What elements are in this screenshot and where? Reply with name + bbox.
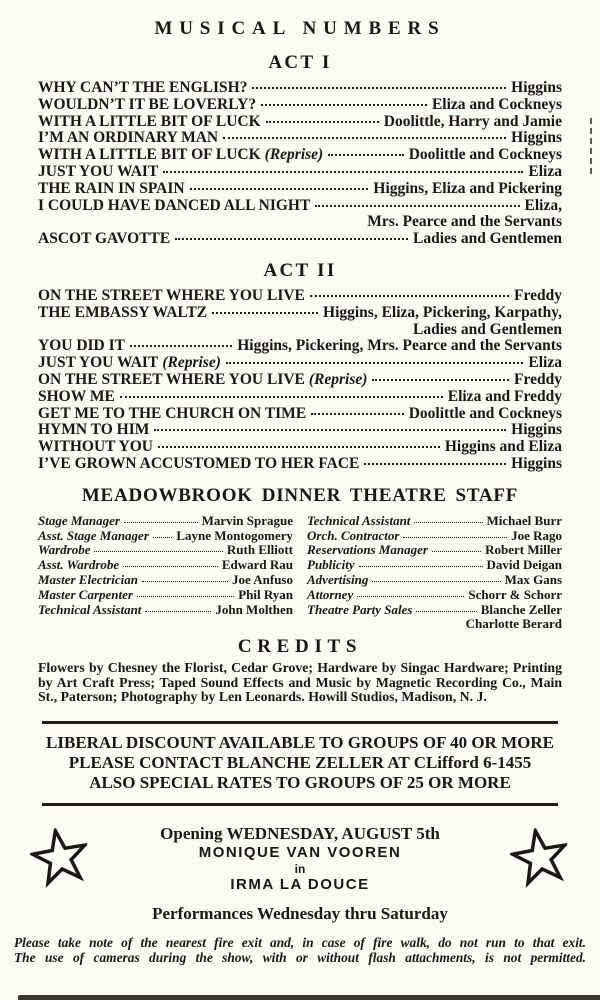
song-row [38, 439, 562, 456]
staff-name: Robert Miller [485, 542, 562, 558]
song-title: SHOW ME [38, 387, 115, 405]
dotted-leader [124, 522, 198, 523]
staff-name: Joe Rago [511, 527, 562, 543]
song-title: JUST YOU WAIT (Reprise) [38, 354, 221, 372]
credits-heading: CREDITS [237, 636, 363, 658]
staff-row [38, 558, 293, 573]
staff-row [307, 603, 562, 618]
song-row [38, 422, 562, 439]
song-row [38, 338, 562, 355]
song-row [38, 164, 562, 181]
staff-row [307, 588, 562, 603]
credits-text: Flowers by Chesney the Florist, Cedar Grove; Hardware by Singac Hardware; Printing by Art Craft Press; Taped Sound Effects and Music by Magnetic Recording Co., Main St., Paterson; Photography by Len Leonards. Howill Studios, Madison, N. J. [38, 660, 562, 705]
staff-role: Publicity [307, 557, 355, 573]
song-row [38, 305, 562, 322]
staff-row [307, 543, 562, 558]
staff-name: Schorr & Schorr [468, 586, 562, 602]
divider-rule [42, 803, 558, 806]
song-row [38, 456, 562, 473]
song-title: WITH A LITTLE BIT OF LUCK [38, 112, 261, 130]
staff-role: Stage Manager [38, 512, 120, 528]
staff-role: Orch. Contractor [307, 527, 400, 543]
song-row [38, 97, 562, 114]
song-performers: Doolittle and Cockneys [408, 404, 562, 422]
song-row [38, 372, 562, 389]
dotted-leader [142, 581, 228, 582]
song-performers: Higgins [511, 79, 562, 96]
dotted-leader [223, 137, 506, 139]
dotted-leader [364, 463, 506, 465]
song-performers-continuation: Ladies and Gentlemen [413, 320, 562, 338]
act1-song-list [38, 80, 562, 248]
fire-notice-line-2: The use of cameras during the show, with or without flash attachments, is not permitted. [14, 950, 586, 966]
staff-column-right [307, 514, 562, 632]
dotted-leader [252, 87, 506, 89]
staff-name: Phil Ryan [238, 586, 293, 602]
song-performers: Higgins, Pickering, Mrs. Pearce and the Servants [237, 337, 562, 355]
dotted-leader [175, 238, 408, 240]
dotted-leader [416, 611, 476, 612]
song-title: WHY CAN’T THE ENGLISH? [38, 79, 248, 96]
song-title: WITHOUT YOU [38, 438, 153, 456]
scan-bottom-rule [18, 995, 600, 1000]
song-title: ON THE STREET WHERE YOU LIVE [38, 286, 305, 304]
song-row [38, 231, 562, 248]
song-title: I’VE GROWN ACCUSTOMED TO HER FACE [38, 454, 360, 472]
staff-name: David Deigan [486, 557, 562, 573]
song-performers: Higgins [511, 454, 562, 472]
song-performers: Eliza, [524, 196, 562, 214]
reprise-label: (Reprise) [162, 354, 221, 372]
dotted-leader [145, 611, 211, 612]
staff-role: Asst. Wardrobe [38, 557, 120, 573]
staff-role: Wardrobe [38, 542, 91, 558]
staff-name: John Molthen [215, 601, 293, 617]
staff-name: Layne Montogomery [176, 527, 293, 543]
dotted-leader [315, 205, 519, 207]
song-title: HYMN TO HIM [38, 421, 150, 439]
act2-song-list [38, 288, 562, 473]
staff-row [307, 529, 562, 544]
star-icon [14, 824, 106, 886]
song-title: YOU DID IT [38, 337, 125, 355]
staff-role: Reservations Manager [307, 542, 428, 558]
dotted-leader [328, 154, 403, 156]
staff-row [307, 573, 562, 588]
dotted-leader [266, 121, 379, 123]
dotted-leader [154, 429, 506, 431]
staff-name: Edward Rau [221, 557, 293, 573]
staff-row [307, 514, 562, 529]
dotted-leader [359, 566, 483, 567]
staff-row [307, 558, 562, 573]
song-performers: Ladies and Gentlemen [413, 230, 562, 248]
dotted-leader [212, 312, 318, 314]
staff-name: Joe Anfuso [231, 571, 293, 587]
staff-name: Michael Burr [486, 512, 562, 528]
staff-columns [38, 514, 562, 632]
dotted-leader [357, 596, 464, 597]
song-performers: Freddy [514, 370, 562, 388]
staff-name: Max Gans [504, 571, 562, 587]
song-row [38, 181, 562, 198]
song-performers: Higgins, Eliza and Pickering [373, 179, 562, 197]
group-discount-notice [0, 724, 600, 803]
staff-heading: MEADOWBROOK DINNER THEATRE STAFF [81, 484, 519, 506]
song-row [38, 147, 562, 164]
dotted-leader [432, 551, 481, 552]
song-title: I COULD HAVE DANCED ALL NIGHT [38, 196, 311, 214]
dotted-leader [261, 104, 427, 106]
song-row [38, 389, 562, 406]
song-row [38, 80, 562, 97]
song-title: ON THE STREET WHERE YOU LIVE (Reprise) [38, 370, 368, 388]
song-performers: Higgins and Eliza [444, 438, 562, 456]
dotted-leader [94, 551, 222, 552]
song-title: WOULDN’T IT BE LOVERLY? [38, 95, 257, 113]
discount-line-2: PLEASE CONTACT BLANCHE ZELLER AT CLifford 6-1455 [68, 752, 532, 772]
reprise-label: (Reprise) [308, 370, 368, 388]
next-show-announcement [14, 824, 586, 894]
song-title: THE RAIN IN SPAIN [38, 179, 185, 197]
fire-notice-line-1: Please take note of the nearest fire exit and, in case of fire walk, do not run to that exit. [14, 934, 586, 950]
song-performers: Eliza [528, 354, 562, 372]
staff-name: Ruth Elliott [226, 542, 293, 558]
staff-role: Technical Assistant [38, 601, 142, 617]
song-performers: Higgins [511, 129, 562, 147]
staff-role: Master Carpenter [38, 586, 133, 602]
song-performers: Freddy [514, 286, 562, 304]
dotted-leader [130, 345, 232, 347]
staff-name: Marvin Sprague [201, 512, 293, 528]
staff-row [38, 514, 293, 529]
song-performers: Eliza [528, 162, 562, 180]
song-row [38, 406, 562, 423]
staff-column-left [38, 514, 293, 632]
dotted-leader [123, 566, 218, 567]
dotted-leader [163, 171, 523, 173]
staff-row [38, 573, 293, 588]
song-title: GET ME TO THE CHURCH ON TIME [38, 404, 307, 422]
dotted-leader [372, 581, 500, 582]
song-title: THE EMBASSY WALTZ [38, 303, 208, 321]
song-row [38, 355, 562, 372]
dotted-leader [311, 413, 404, 415]
dotted-leader [137, 596, 234, 597]
in-word: in [294, 861, 306, 876]
scan-edge-artifact [590, 118, 592, 174]
discount-line-3: ALSO SPECIAL RATES TO GROUPS OF 25 OR MORE [89, 772, 511, 792]
staff-role: Technical Assistant [307, 512, 411, 528]
song-performers: Eliza and Freddy [447, 387, 562, 405]
song-title: WITH A LITTLE BIT OF LUCK (Reprise) [38, 146, 324, 164]
staff-role: Asst. Stage Manager [38, 527, 149, 543]
act2-heading: ACT II [263, 259, 337, 281]
song-title: I’M AN ORDINARY MAN [38, 129, 219, 147]
song-performers: Eliza and Cockneys [431, 95, 562, 113]
dotted-leader [120, 396, 443, 398]
staff-role: Attorney [307, 586, 354, 602]
dotted-leader [153, 537, 172, 538]
song-performers: Higgins [511, 421, 562, 439]
song-row [38, 130, 562, 147]
dotted-leader [226, 362, 524, 364]
dotted-leader [414, 522, 482, 523]
star-performer-name: MONIQUE VAN VOOREN [198, 843, 402, 861]
staff-role: Theatre Party Sales [307, 601, 413, 617]
dotted-leader [372, 379, 509, 381]
star-icon [494, 824, 586, 886]
song-row [38, 114, 562, 131]
song-row [38, 198, 562, 215]
staff-row [38, 588, 293, 603]
staff-name: Blanche Zeller [480, 601, 562, 617]
page-title: MUSICAL NUMBERS [154, 18, 446, 39]
staff-role: Master Electrician [38, 571, 139, 587]
song-performers: Doolittle, Harry and Jamie [383, 112, 562, 130]
song-row [38, 288, 562, 305]
dotted-leader [310, 295, 509, 297]
fire-exit-notice [14, 935, 586, 965]
dotted-leader [403, 537, 507, 538]
song-performers: Doolittle and Cockneys [408, 146, 562, 164]
staff-name-continuation: Charlotte Berard [465, 616, 562, 632]
dotted-leader [190, 188, 369, 190]
staff-role: Advertising [307, 571, 369, 587]
performance-schedule: Performances Wednesday thru Saturday [152, 903, 448, 923]
song-title: ASCOT GAVOTTE [38, 230, 171, 248]
opening-date: Opening WEDNESDAY, AUGUST 5th [160, 823, 440, 843]
dotted-leader [158, 446, 440, 448]
reprise-label: (Reprise) [264, 146, 324, 164]
announcement-text [106, 824, 494, 894]
staff-row [38, 529, 293, 544]
act1-heading: ACT I [268, 52, 332, 73]
song-performers: Higgins, Eliza, Pickering, Karpathy, [323, 303, 562, 321]
discount-line-1: LIBERAL DISCOUNT AVAILABLE TO GROUPS OF 40 OR MORE [46, 732, 554, 752]
staff-row [38, 543, 293, 558]
song-performers-continuation: Mrs. Pearce and the Servants [367, 213, 562, 231]
staff-row [38, 603, 293, 618]
song-title: JUST YOU WAIT [38, 162, 159, 180]
show-title: IRMA LA DOUCE [230, 875, 370, 893]
